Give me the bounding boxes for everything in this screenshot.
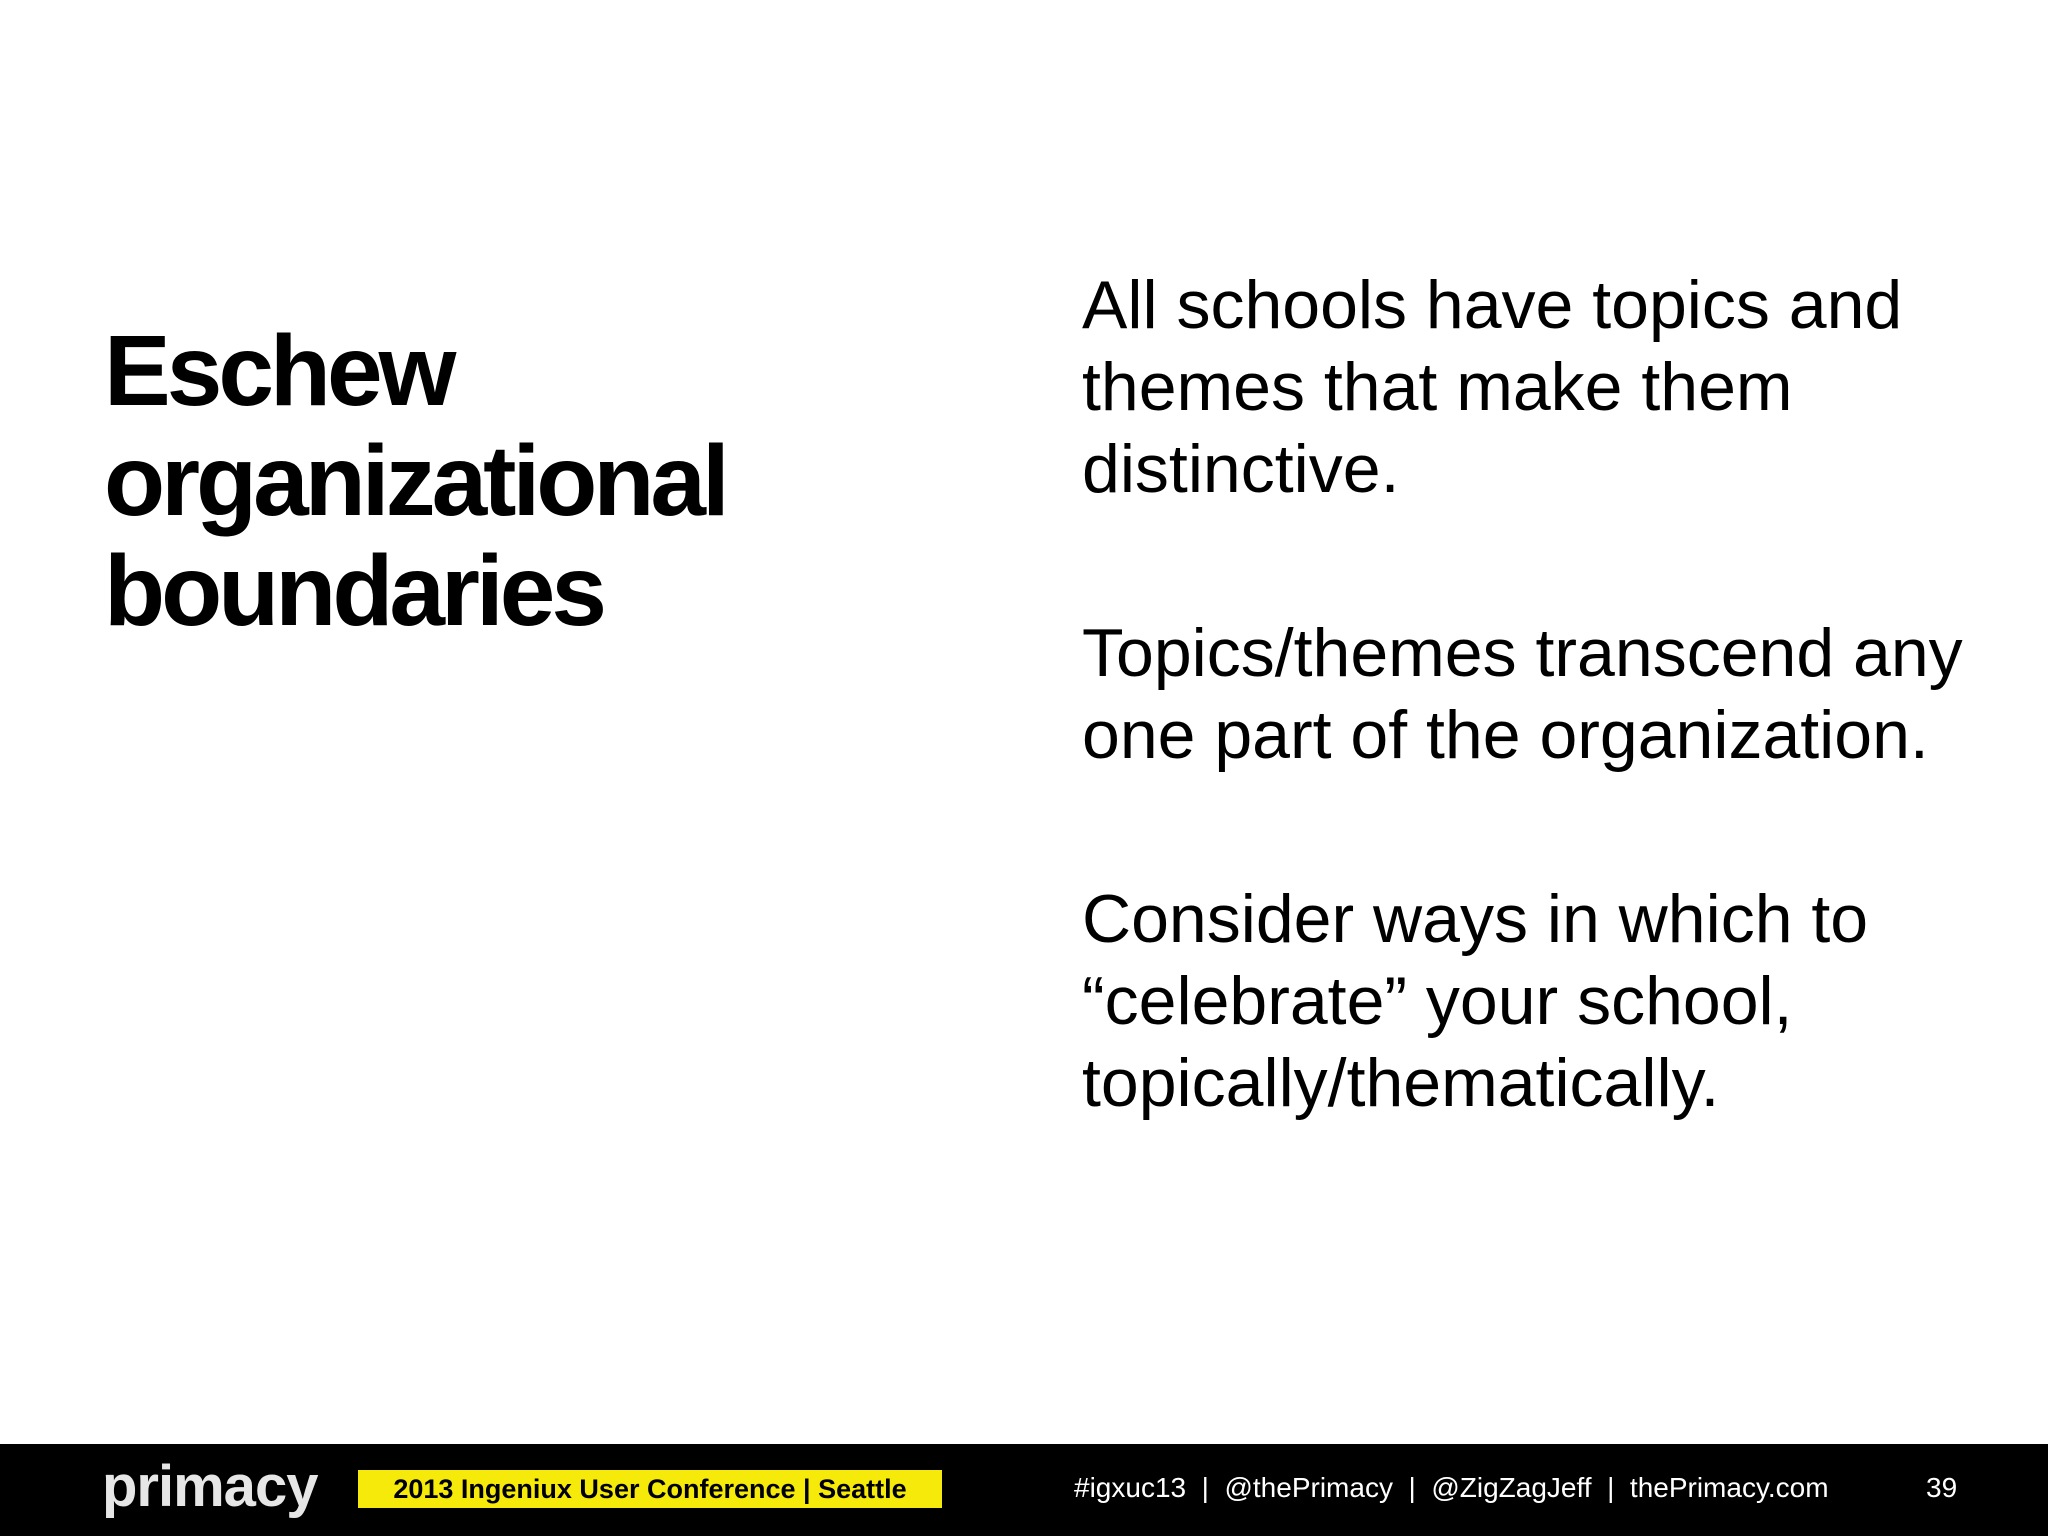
page-number: 39 — [1926, 1472, 1958, 1503]
title-line-3: boundaries — [104, 535, 603, 647]
body-paragraph-2: Topics/themes transcend any one part of the organization. — [1082, 615, 1963, 773]
body-paragraph-3: Consider ways in which to “celebrate” your school, topically/thematically. — [1082, 881, 1869, 1121]
title-line-2: organizational — [104, 425, 726, 537]
slide-title — [104, 316, 1004, 646]
slide-body — [1082, 264, 1982, 1226]
footer-bar — [0, 1444, 2048, 1536]
body-paragraph-1: All schools have topics and themes that make them distinctive. — [1082, 267, 1903, 507]
title-line-1: Eschew — [104, 315, 453, 427]
primacy-logo: primacy — [102, 1454, 318, 1519]
conference-badge: 2013 Ingeniux User Conference | Seattle — [358, 1470, 942, 1508]
social-handles: #igxuc13 | @thePrimacy | @ZigZagJeff | thePrimacy.com — [1074, 1472, 1829, 1503]
